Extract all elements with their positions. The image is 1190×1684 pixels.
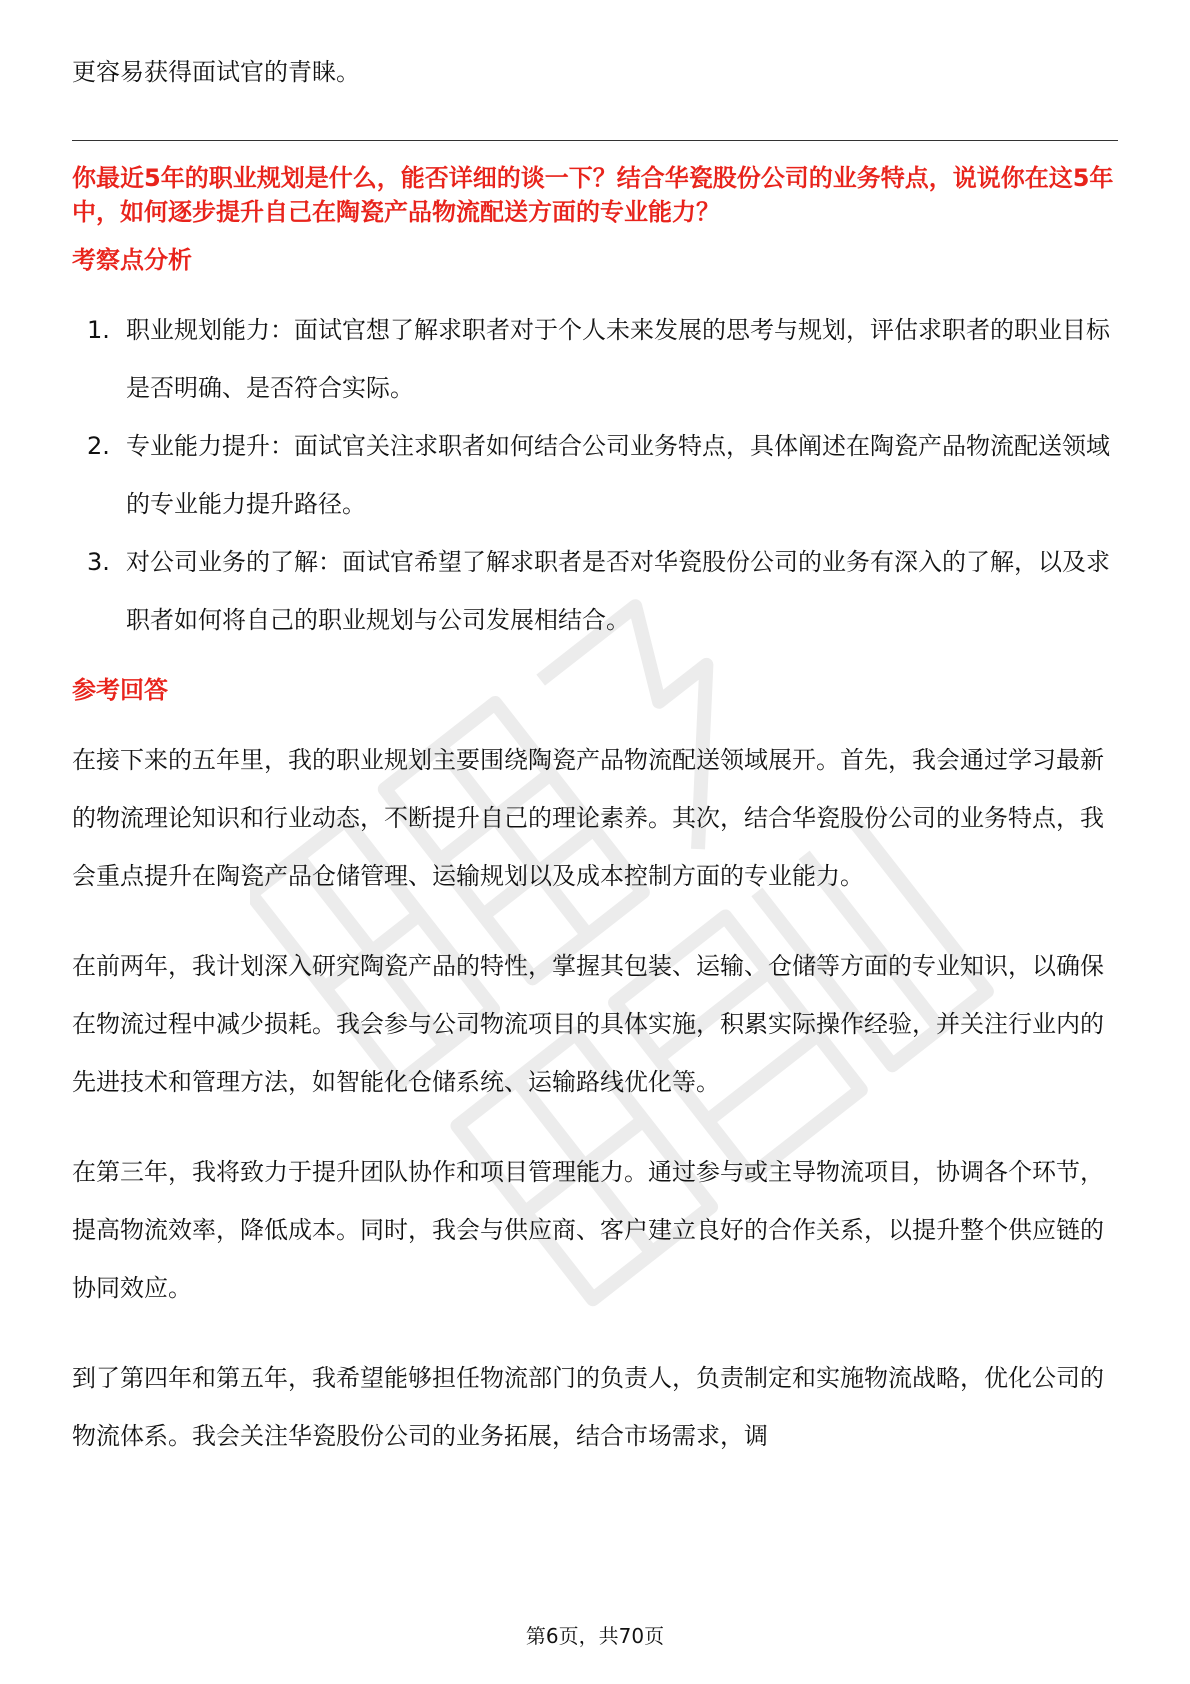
point-text: 职业规划能力：面试官想了解求职者对于个人未来发展的思考与规划，评估求职者的职业目标是否明确、是否符合实际。 — [126, 316, 1110, 402]
analysis-point — [72, 533, 1118, 649]
analysis-heading: 考察点分析 — [72, 246, 192, 274]
point-number: 1. — [87, 316, 110, 344]
answer-paragraph: 在接下来的五年里，我的职业规划主要围绕陶瓷产品物流配送领域展开。首先，我会通过学习最新的物流理论知识和行业动态，不断提升自己的理论素养。其次，结合华瓷股份公司的业务特点，我会重点提升在陶瓷产品仓储管理、运输规划以及成本控制方面的专业能力。 — [72, 746, 1104, 890]
document-body — [72, 52, 1118, 1497]
section-divider — [72, 140, 1118, 141]
analysis-point — [72, 417, 1118, 533]
point-text: 专业能力提升：面试官关注求职者如何结合公司业务特点，具体阐述在陶瓷产品物流配送领域的专业能力提升路径。 — [126, 432, 1110, 518]
answer-paragraph: 在前两年，我计划深入研究陶瓷产品的特性，掌握其包装、运输、仓储等方面的专业知识，以确保在物流过程中减少损耗。我会参与公司物流项目的具体实施，积累实际操作经验，并关注行业内的先进技术和管理方法，如智能化仓储系统、运输路线优化等。 — [72, 952, 1104, 1096]
interview-question: 你最近5年的职业规划是什么，能否详细的谈一下？结合华瓷股份公司的业务特点，说说你在这5年中，如何逐步提升自己在陶瓷产品物流配送方面的专业能力？ — [72, 164, 1114, 226]
point-number: 2. — [87, 432, 110, 460]
point-number: 3. — [87, 548, 110, 576]
page-number-footer: 第6页，共70页 — [525, 1624, 665, 1648]
answer-heading: 参考回答 — [72, 676, 168, 704]
answer-paragraph: 在第三年，我将致力于提升团队协作和项目管理能力。通过参与或主导物流项目，协调各个环节，提高物流效率，降低成本。同时，我会与供应商、客户建立良好的合作关系，以提升整个供应链的协同效应。 — [72, 1158, 1104, 1302]
answer-paragraph: 到了第四年和第五年，我希望能够担任物流部门的负责人，负责制定和实施物流战略，优化公司的物流体系。我会关注华瓷股份公司的业务拓展，结合市场需求，调 — [72, 1364, 1104, 1450]
continuation-text: 更容易获得面试官的青睐。 — [72, 58, 360, 86]
analysis-point — [72, 301, 1118, 417]
point-text: 对公司业务的了解：面试官希望了解求职者是否对华瓷股份公司的业务有深入的了解，以及求职者如何将自己的职业规划与公司发展相结合。 — [126, 548, 1110, 634]
analysis-list — [72, 301, 1118, 649]
